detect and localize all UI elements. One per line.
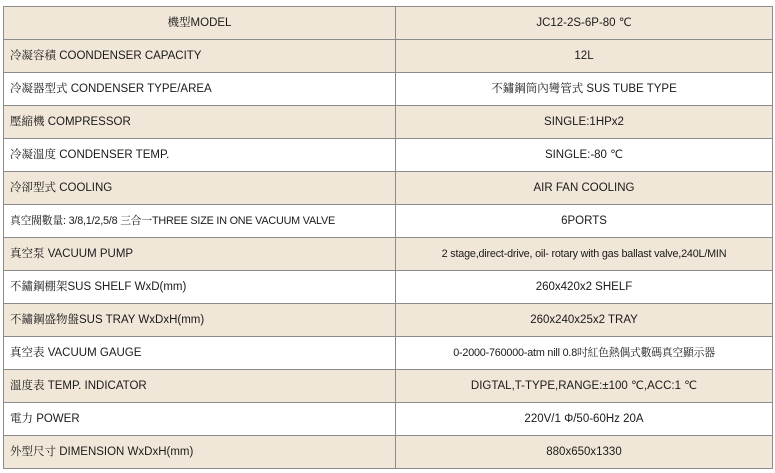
table-row — [4, 403, 773, 436]
row-value: 不鏽鋼筒內彎管式 SUS TUBE TYPE — [396, 73, 773, 106]
table-row — [4, 238, 773, 271]
table-row — [4, 370, 773, 403]
table-row — [4, 73, 773, 106]
table-row — [4, 271, 773, 304]
row-label: 不鏽鋼棚架SUS SHELF WxD(mm) — [4, 271, 396, 304]
row-value: 260x420x2 SHELF — [396, 271, 773, 304]
row-label: 外型尺寸 DIMENSION WxDxH(mm) — [4, 436, 396, 469]
table-row — [4, 106, 773, 139]
table-header-row — [4, 7, 773, 40]
row-label: 冷卻型式 COOLING — [4, 172, 396, 205]
table-row — [4, 205, 773, 238]
row-value: 12L — [396, 40, 773, 73]
row-value: SINGLE:-80 ℃ — [396, 139, 773, 172]
row-value: DIGTAL,T-TYPE,RANGE:±100 ℃,ACC:1 ℃ — [396, 370, 773, 403]
row-label: 不鏽鋼盛物盤SUS TRAY WxDxH(mm) — [4, 304, 396, 337]
row-label: 電力 POWER — [4, 403, 396, 436]
row-label: 冷凝溫度 CONDENSER TEMP. — [4, 139, 396, 172]
table-row — [4, 337, 773, 370]
table-row — [4, 436, 773, 469]
row-value: 0-2000-760000-atm nill 0.8吋紅色熱偶式數碼真空顯示器 — [396, 337, 773, 370]
row-label: 冷凝器型式 CONDENSER TYPE/AREA — [4, 73, 396, 106]
header-label-cell: 機型MODEL — [4, 7, 396, 40]
table-row — [4, 40, 773, 73]
row-value: 880x650x1330 — [396, 436, 773, 469]
row-value: SINGLE:1HPx2 — [396, 106, 773, 139]
row-label: 溫度表 TEMP. INDICATOR — [4, 370, 396, 403]
row-value: 260x240x25x2 TRAY — [396, 304, 773, 337]
row-label: 真空泵 VACUUM PUMP — [4, 238, 396, 271]
row-label: 真空表 VACUUM GAUGE — [4, 337, 396, 370]
row-value: 2 stage,direct-drive, oil- rotary with gas ballast valve,240L/MIN — [396, 238, 773, 271]
header-value-cell: JC12-2S-6P-80 ℃ — [396, 7, 773, 40]
row-value: 6PORTS — [396, 205, 773, 238]
table-row — [4, 172, 773, 205]
row-label: 真空閥數量: 3/8,1/2,5/8 三合一THREE SIZE IN ONE VACUUM VALVE — [4, 205, 396, 238]
row-value: 220V/1 Φ/50-60Hz 20A — [396, 403, 773, 436]
row-label: 壓縮機 COMPRESSOR — [4, 106, 396, 139]
row-label: 冷凝容積 COONDENSER CAPACITY — [4, 40, 396, 73]
table-row — [4, 139, 773, 172]
row-value: AIR FAN COOLING — [396, 172, 773, 205]
spec-table — [3, 6, 773, 469]
table-row — [4, 304, 773, 337]
